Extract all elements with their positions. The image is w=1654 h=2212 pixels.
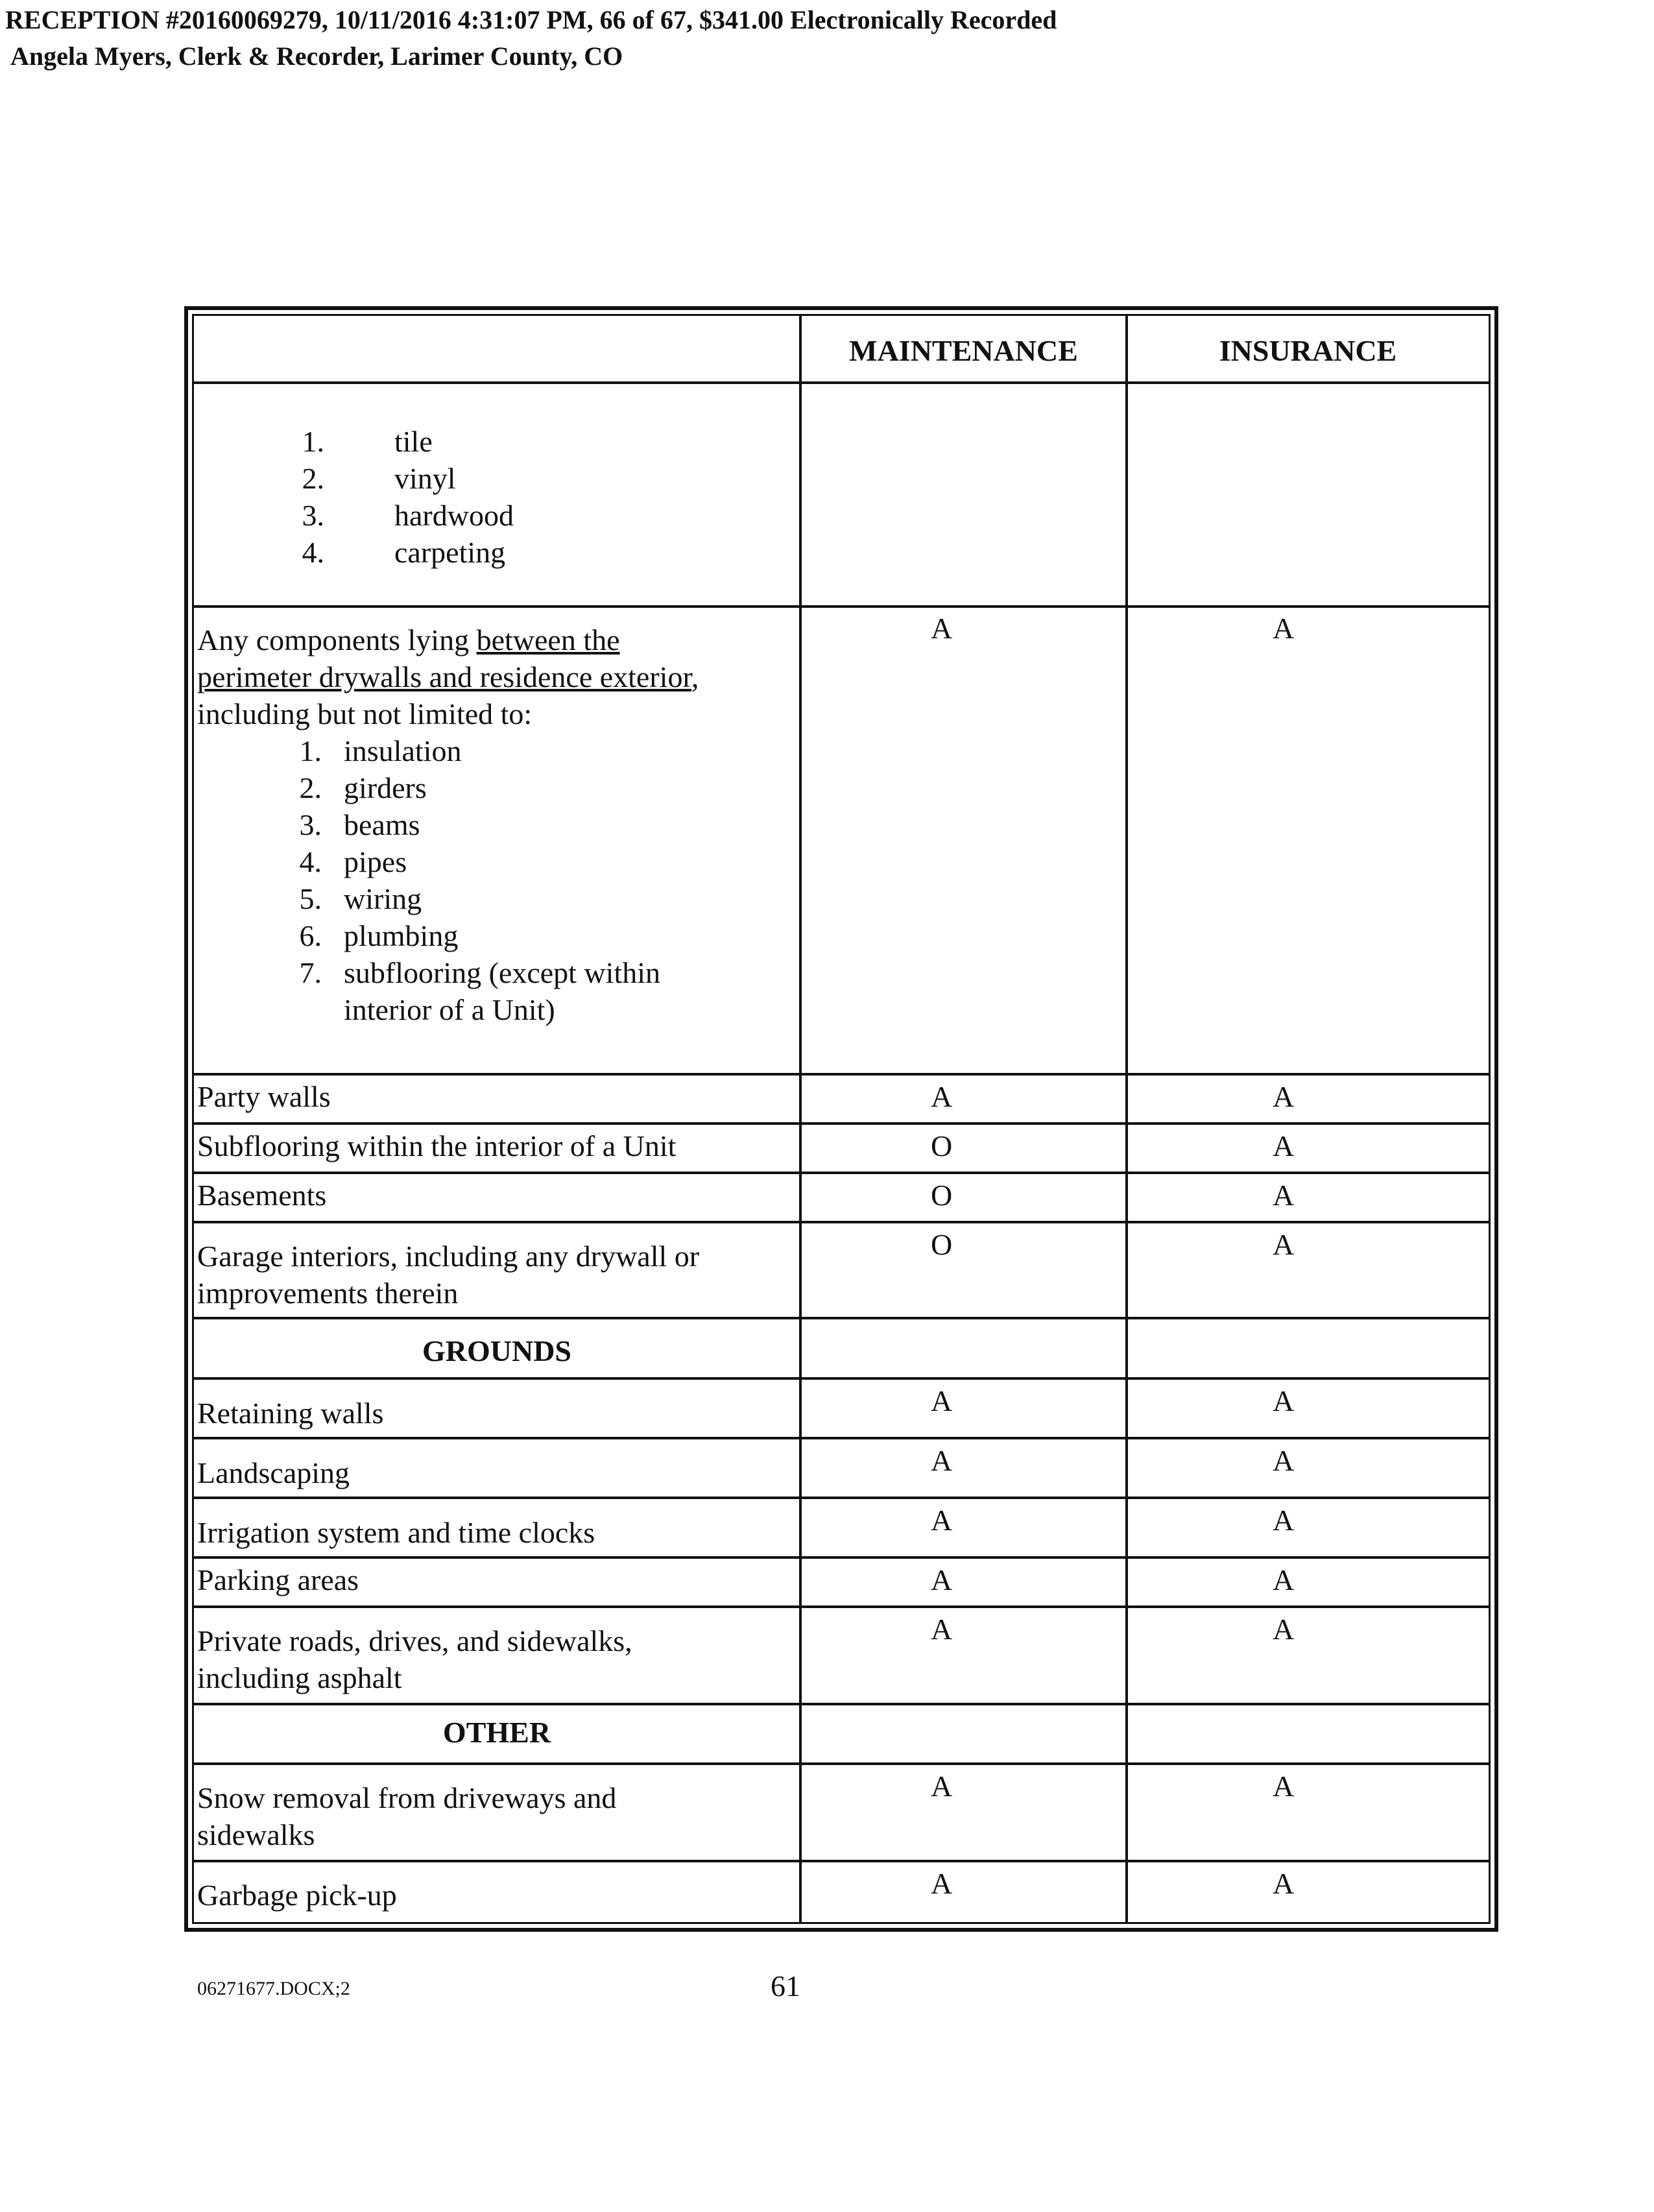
row-divider: [192, 1703, 1491, 1705]
list-item-number: 3.: [299, 808, 322, 841]
insurance-value: A: [1273, 1504, 1295, 1537]
list-item: vinyl: [394, 462, 456, 495]
maintenance-value: A: [931, 1770, 953, 1803]
recording-stamp-line-2: Angela Myers, Clerk & Recorder, Larimer County, CO: [10, 42, 623, 71]
column-divider-1: [799, 314, 802, 1924]
list-item: beams: [344, 808, 420, 841]
column-divider-2: [1125, 314, 1128, 1924]
row-label: Irrigation system and time clocks: [197, 1516, 595, 1549]
list-item-number: 4.: [299, 845, 322, 878]
list-item-number: 3.: [302, 499, 324, 532]
list-item: hardwood: [394, 499, 514, 532]
list-item-continuation: interior of a Unit): [344, 993, 555, 1026]
row-divider: [192, 1073, 1491, 1076]
components-intro-text: ,: [691, 660, 699, 693]
header-maintenance: MAINTENANCE: [849, 334, 1078, 367]
maintenance-value: A: [931, 1563, 953, 1596]
insurance-value: A: [1273, 612, 1295, 645]
row-label-continuation: including asphalt: [197, 1661, 402, 1694]
maintenance-value: A: [931, 1613, 953, 1646]
maintenance-value: A: [931, 1444, 953, 1477]
list-item: carpeting: [394, 536, 506, 569]
components-intro-underlined: perimeter drywalls and residence exterior: [197, 660, 691, 693]
row-divider: [192, 1497, 1491, 1499]
components-intro-underlined: between the: [476, 623, 620, 656]
maintenance-value: A: [931, 1384, 953, 1417]
insurance-value: A: [1273, 1228, 1295, 1261]
section-heading-other: OTHER: [442, 1716, 551, 1749]
row-label: Subflooring within the interior of a Unit: [197, 1129, 677, 1162]
row-divider: [192, 381, 1491, 384]
row-label: Garbage pick-up: [197, 1879, 397, 1912]
insurance-value: A: [1273, 1444, 1295, 1477]
row-divider: [192, 1122, 1491, 1125]
document-id: 06271677.DOCX;2: [197, 1978, 350, 1999]
row-label: Parking areas: [197, 1563, 359, 1596]
insurance-value: A: [1273, 1080, 1295, 1113]
section-heading-grounds: GROUNDS: [422, 1334, 572, 1367]
page-number: 61: [771, 1969, 800, 2002]
row-label: Snow removal from driveways and: [197, 1781, 617, 1814]
maintenance-value: A: [931, 1867, 953, 1900]
insurance-value: A: [1273, 1563, 1295, 1596]
insurance-value: A: [1273, 1179, 1295, 1212]
header-insurance: INSURANCE: [1219, 334, 1397, 367]
list-item-number: 2.: [299, 771, 322, 804]
row-label: Retaining walls: [197, 1397, 384, 1430]
list-item-number: 1.: [302, 425, 324, 458]
list-item: tile: [394, 425, 433, 458]
list-item: pipes: [344, 845, 407, 878]
list-item-number: 4.: [302, 536, 324, 569]
list-item-number: 2.: [302, 462, 324, 495]
row-label-continuation: sidewalks: [197, 1818, 315, 1851]
maintenance-value: O: [931, 1129, 953, 1162]
row-label: Private roads, drives, and sidewalks,: [197, 1624, 632, 1657]
row-divider: [192, 1317, 1491, 1319]
row-divider: [192, 1437, 1491, 1439]
row-divider: [192, 1556, 1491, 1559]
maintenance-value: O: [931, 1179, 953, 1212]
recording-stamp-line-1: RECEPTION #20160069279, 10/11/2016 4:31:07 PM, 66 of 67, $341.00 Electronically Recorded: [5, 5, 1057, 34]
row-divider: [192, 1172, 1491, 1174]
components-intro-line-1: [197, 621, 620, 658]
row-divider: [192, 1377, 1491, 1380]
row-divider: [192, 1860, 1491, 1862]
row-divider: [192, 605, 1491, 608]
insurance-value: A: [1273, 1129, 1295, 1162]
row-label: Party walls: [197, 1080, 331, 1113]
row-label: Garage interiors, including any drywall or: [197, 1240, 700, 1273]
row-label-continuation: improvements therein: [197, 1277, 459, 1310]
insurance-value: A: [1273, 1384, 1295, 1417]
row-divider: [192, 1221, 1491, 1223]
list-item-number: 7.: [299, 956, 322, 989]
list-item: subflooring (except within: [344, 956, 661, 989]
components-intro-line-3: including but not limited to:: [197, 697, 533, 730]
maintenance-value: A: [931, 612, 953, 645]
row-label: Landscaping: [197, 1456, 350, 1489]
list-item: wiring: [344, 882, 422, 915]
list-item-number: 1.: [299, 734, 322, 767]
list-item-number: 6.: [299, 919, 322, 952]
list-item: plumbing: [344, 919, 459, 952]
components-intro-text: Any components lying: [197, 623, 477, 656]
maintenance-value: O: [931, 1228, 953, 1261]
list-item-number: 5.: [299, 882, 322, 915]
components-intro-line-2: [197, 658, 699, 695]
row-label: Basements: [197, 1179, 327, 1212]
list-item: girders: [344, 771, 427, 804]
insurance-value: A: [1273, 1867, 1295, 1900]
row-divider: [192, 1762, 1491, 1765]
insurance-value: A: [1273, 1770, 1295, 1803]
list-item: insulation: [344, 734, 462, 767]
insurance-value: A: [1273, 1613, 1295, 1646]
maintenance-value: A: [931, 1080, 953, 1113]
row-divider: [192, 1605, 1491, 1608]
maintenance-value: A: [931, 1504, 953, 1537]
